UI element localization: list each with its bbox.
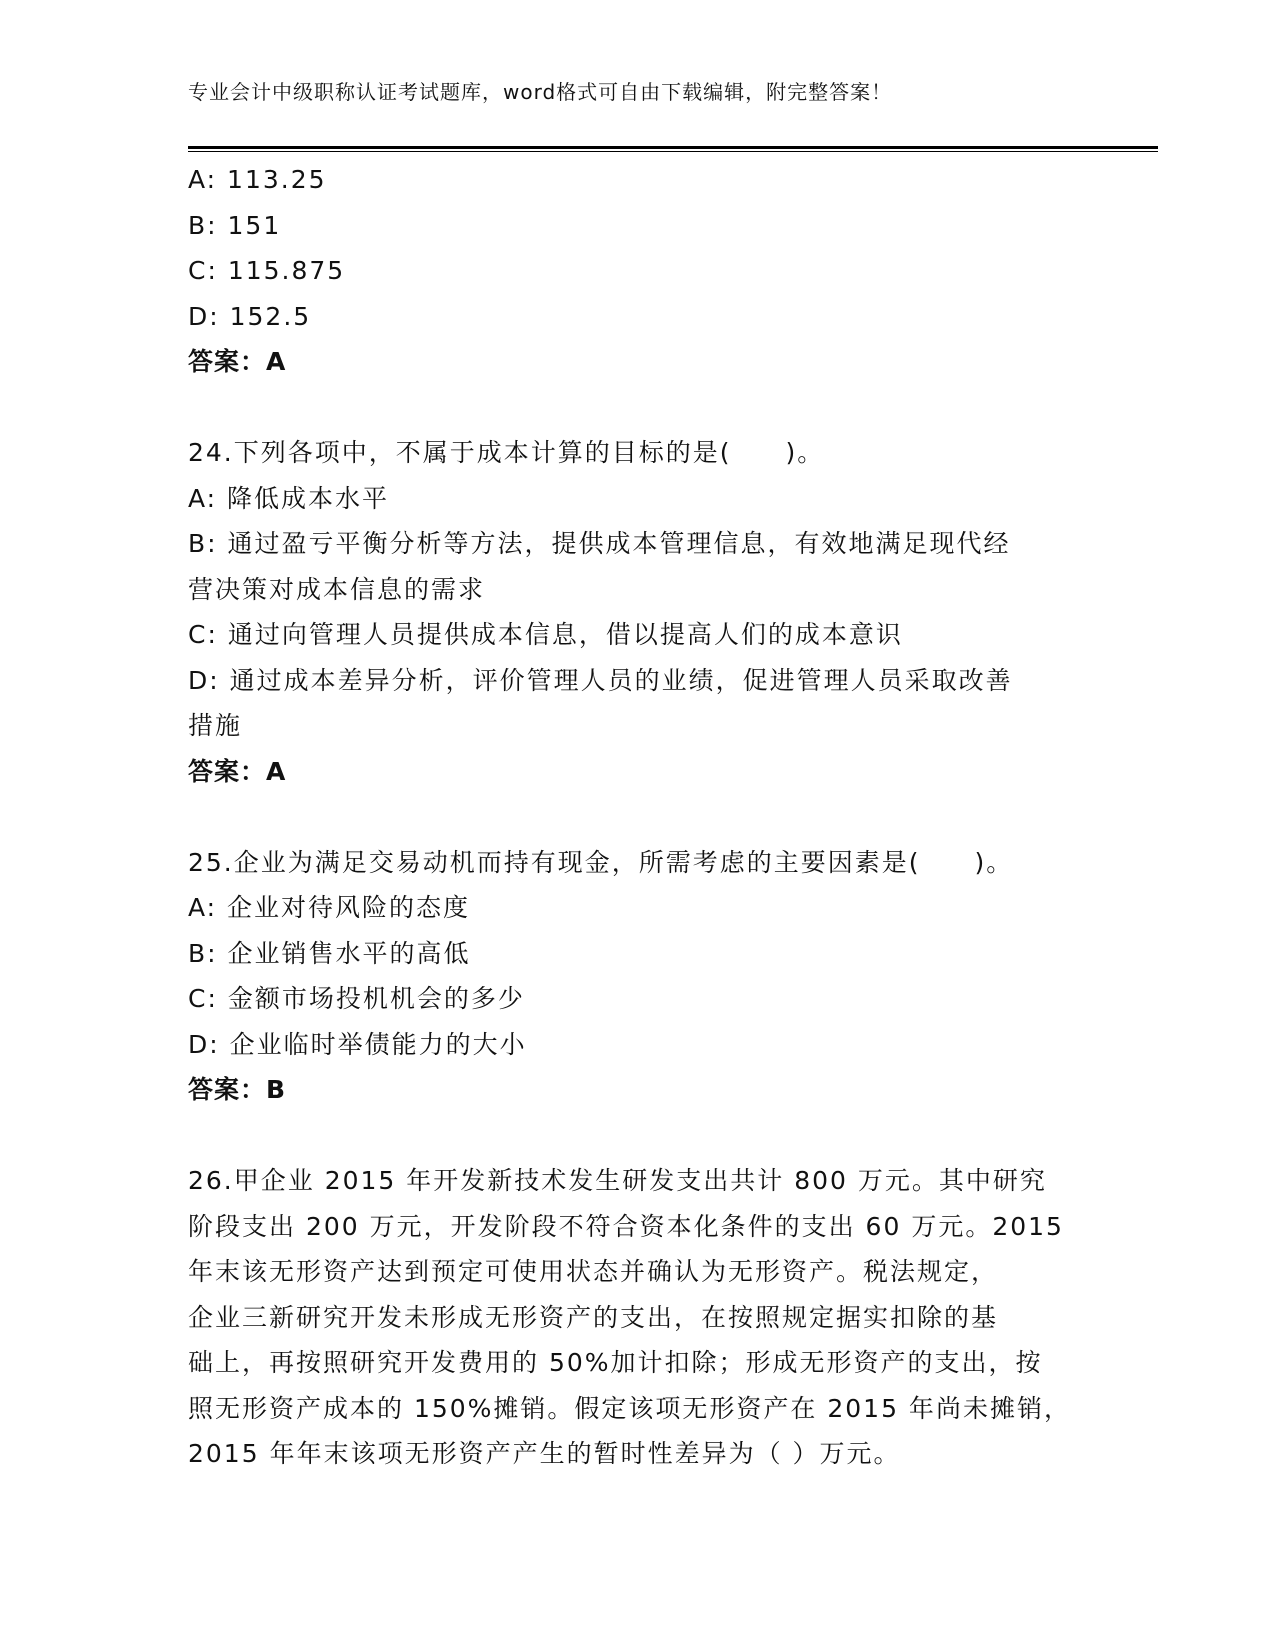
option-a: A: 113.25 <box>188 165 327 194</box>
option-b: B: 151 <box>188 210 282 240</box>
question-26-line: 26.甲企业 2015 年开发新技术发生研发支出共计 800 万元。其中研究 <box>188 1166 1047 1195</box>
question-24-option-c: C: 通过向管理人员提供成本信息，借以提高人们的成本意识 <box>188 620 903 649</box>
document-body <box>188 157 1088 1477</box>
question-26-line: 础上，再按照研究开发费用的 50%加计扣除；形成无形资产的支出，按 <box>188 1348 1043 1377</box>
question-24-option-b: B: 通过盈亏平衡分析等方法，提供成本管理信息，有效地满足现代经 <box>188 529 1011 558</box>
spacer <box>188 1113 1088 1159</box>
question-24-option-b-cont: 营决策对成本信息的需求 <box>188 574 486 604</box>
spacer <box>188 794 1088 840</box>
answer-label: 答案：A <box>188 347 287 376</box>
option-d: D: 152.5 <box>188 301 312 331</box>
question-24-answer: 答案：A <box>188 756 287 786</box>
question-26-line: 年末该无形资产达到预定可使用状态并确认为无形资产。税法规定， <box>188 1257 999 1286</box>
question-25-option-c: C: 金额市场投机机会的多少 <box>188 984 525 1013</box>
question-25-option-d: D: 企业临时举债能力的大小 <box>188 1029 527 1059</box>
header-rule-thin <box>188 151 1158 152</box>
question-24-option-d: D: 通过成本差异分析，评价管理人员的业绩，促进管理人员采取改善 <box>188 665 1013 695</box>
question-24-option-a: A: 降低成本水平 <box>188 483 390 513</box>
question-26-line: 照无形资产成本的 150%摊销。假定该项无形资产在 2015 年尚未摊销， <box>188 1393 1071 1423</box>
question-26-line: 2015 年年末该项无形资产产生的暂时性差异为（ ）万元。 <box>188 1439 901 1468</box>
question-25-option-a: A: 企业对待风险的态度 <box>188 893 471 922</box>
page-header: 专业会计中级职称认证考试题库，word格式可自由下载编辑，附完整答案！ <box>188 80 893 104</box>
spacer <box>188 385 1088 431</box>
option-c: C: 115.875 <box>188 256 346 285</box>
question-25-option-b: B: 企业销售水平的高低 <box>188 938 471 968</box>
question-25-answer: 答案：B <box>188 1075 287 1104</box>
question-25-stem: 25.企业为满足交易动机而持有现金，所需考虑的主要因素是( )。 <box>188 847 1014 877</box>
question-26-line: 企业三新研究开发未形成无形资产的支出，在按照规定据实扣除的基 <box>188 1302 999 1332</box>
question-24-stem: 24.下列各项中，不属于成本计算的目标的是( )。 <box>188 438 825 467</box>
header-rule-thick <box>188 146 1158 149</box>
question-26-line: 阶段支出 200 万元，开发阶段不符合资本化条件的支出 60 万元。2015 <box>188 1211 1064 1241</box>
question-24-option-d-cont: 措施 <box>188 711 243 740</box>
